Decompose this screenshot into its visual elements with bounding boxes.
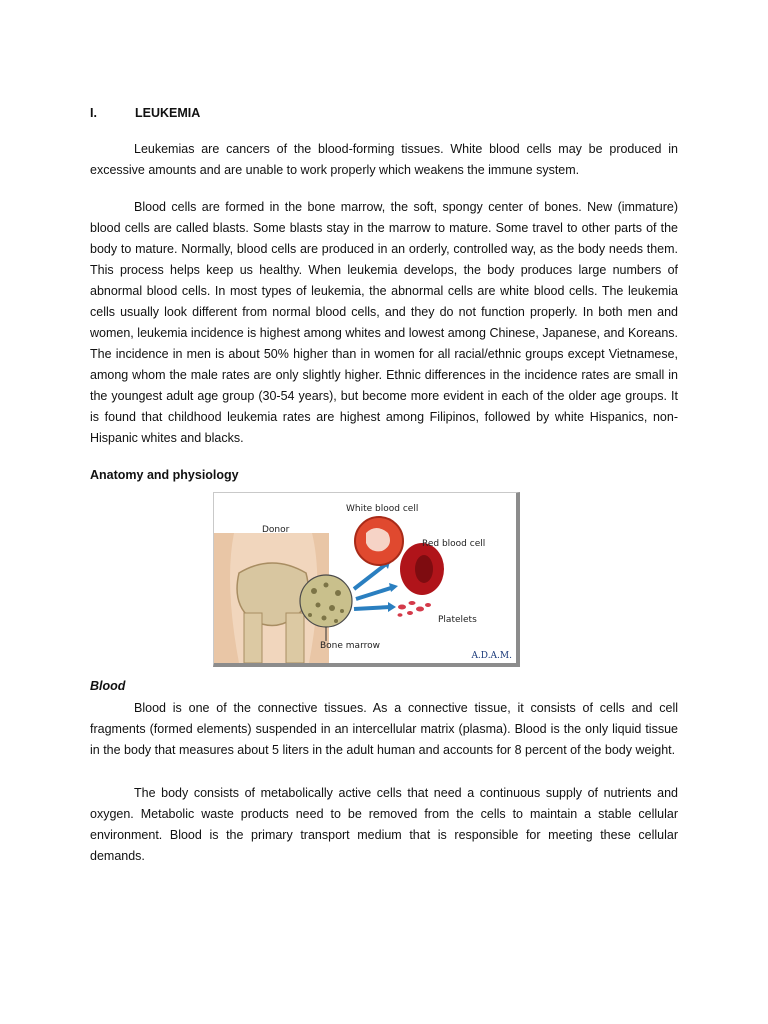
section-number: I. (90, 106, 97, 120)
section-heading (90, 106, 200, 120)
bone-marrow-illustration (214, 493, 516, 663)
label-white-blood-cell: White blood cell (346, 504, 419, 514)
label-donor: Donor (262, 525, 290, 535)
anatomy-figure (213, 492, 520, 667)
subheading-blood: Blood (90, 679, 126, 693)
label-bone-marrow: Bone marrow (320, 641, 380, 651)
arrow-to-platelets (354, 607, 390, 609)
paragraph-intro: Leukemias are cancers of the blood-forming tissues. White blood cells may be produced in excessive amounts and are unable to work properly which weakens the immune system. (90, 142, 678, 177)
femur-left (244, 613, 262, 663)
adam-logo: A.D.A.M. (471, 651, 512, 661)
label-platelets: Platelets (438, 615, 477, 625)
arrow-to-rbc (356, 587, 394, 599)
label-red-blood-cell: Red blood cell (422, 539, 486, 549)
femur-right (286, 613, 304, 663)
paragraph-blood-2: The body consists of metabolically active cells that need a continuous supply of nutrients and oxygen. Metabolic waste products need to be removed from the cells to maintain a stable cellular environment. Blood is the primary transport medium that is responsible for meeting these cellular demands. (90, 786, 678, 863)
paragraph-blood-cells: Blood cells are formed in the bone marrow, the soft, spongy center of bones. New (immature) blood cells are called blasts. Some blasts stay in the marrow to mature. Some travel to other parts of the body to mature. Normally, blood cells are produced in an orderly, controlled way, as the body needs them. This process helps keep us healthy. When leukemia develops, the body produces large numbers of abnormal blood cells. In most types of leukemia, the abnormal cells are white blood cells. The leukemia cells usually look different from normal blood cells, and they do not function properly. In both men and women, leukemia incidence is highest among whites and lowest among Chinese, Japanese, and Koreans. The incidence in men is about 50% higher than in women for all racial/ethnic groups except Vietnamese, among whom the male rates are only slightly higher. Ethnic differences in the incidence rates are small in the youngest adult age group (30-54 years), but become more evident in each of the older age groups. It is found that childhood leukemia rates are highest among Filipinos, followed by white Hispanics, non-Hispanic whites and blacks. (90, 200, 678, 445)
platelets-cluster (398, 601, 432, 617)
paragraph-blood-1: Blood is one of the connective tissues. As a connective tissue, it consists of cells and cell fragments (formed elements) suspended in an intercellular matrix (plasma). Blood is the only liquid tissue in the body that measures about 5 liters in the adult human and accounts for 8 percent of the body weight. (90, 701, 678, 757)
subheading-anatomy: Anatomy and physiology (90, 468, 239, 482)
section-title: LEUKEMIA (135, 106, 201, 120)
